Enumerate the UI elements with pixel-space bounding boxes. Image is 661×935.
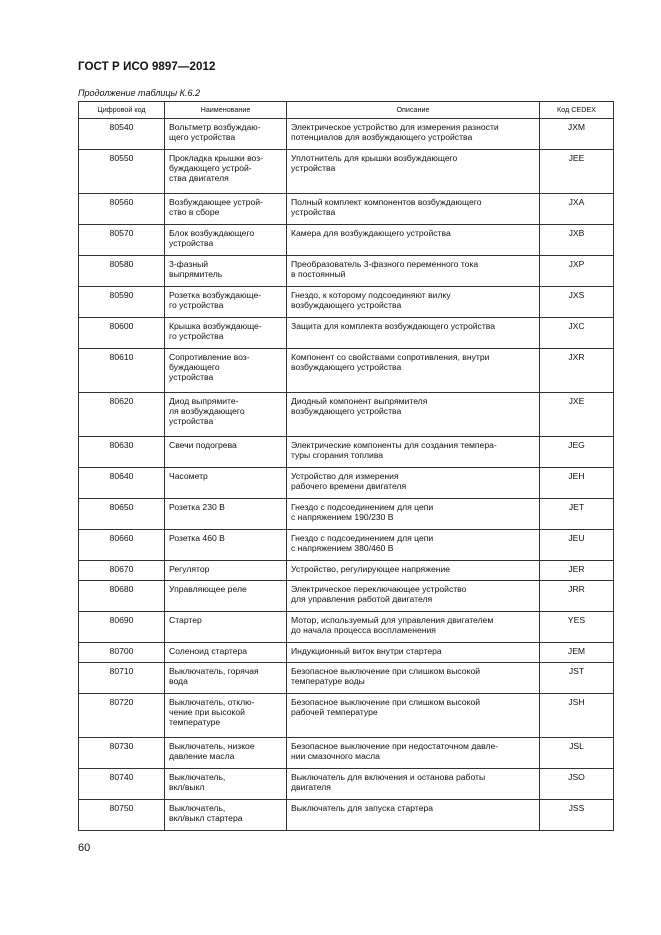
table-row (79, 468, 614, 499)
cell-cedex: JXE (540, 393, 614, 437)
cell-cedex: JSS (540, 800, 614, 831)
table-row (79, 561, 614, 581)
cell-description: Электрические компоненты для создания темпера- туры сгорания топлива (287, 437, 540, 468)
cell-cedex: JEG (540, 437, 614, 468)
cell-name: Выключатель, отклю- чение при высокой температуре (165, 694, 287, 738)
cell-cedex: JXA (540, 194, 614, 225)
table-row (79, 194, 614, 225)
cell-name: Диод выпрямите- ля возбуждающего устройства (165, 393, 287, 437)
table-row (79, 437, 614, 468)
cell-name: Стартер (165, 612, 287, 643)
cell-description: Камера для возбуждающего устройства (287, 225, 540, 256)
table-caption: Продолжение таблицы К.6.2 (78, 88, 200, 98)
cell-description: Выключатель для включения и останова работы двигателя (287, 769, 540, 800)
cell-cedex: YES (540, 612, 614, 643)
cell-code: 80620 (79, 393, 165, 437)
cell-code: 80590 (79, 287, 165, 318)
table-row (79, 694, 614, 738)
cell-description: Гнездо с подсоединением для цепи с напряжением 380/460 В (287, 530, 540, 561)
cell-code: 80650 (79, 499, 165, 530)
cell-cedex: JSO (540, 769, 614, 800)
cell-code: 80610 (79, 349, 165, 393)
document-header: ГОСТ Р ИСО 9897—2012 (78, 61, 216, 73)
cell-code: 80730 (79, 738, 165, 769)
cell-cedex: JET (540, 499, 614, 530)
table-row (79, 150, 614, 194)
cell-cedex: JEM (540, 643, 614, 663)
cell-description: Мотор, используемый для управления двигателем до начала процесса воспламенения (287, 612, 540, 643)
cell-description: Устройство для измерения рабочего времени двигателя (287, 468, 540, 499)
cell-description: Выключатель для запуска стартера (287, 800, 540, 831)
cell-cedex: JST (540, 663, 614, 694)
cell-description: Электрическое устройство для измерения разности потенциалов для возбуждающего устройства (287, 119, 540, 150)
header-cedex: Код CEDEX (540, 102, 614, 119)
table-body (79, 119, 614, 831)
table-row (79, 581, 614, 612)
table-row (79, 800, 614, 831)
cell-code: 80690 (79, 612, 165, 643)
page-number: 60 (78, 842, 91, 854)
table-row (79, 225, 614, 256)
cell-cedex: JXP (540, 256, 614, 287)
cell-description: Безопасное выключение при слишком высокой температуре воды (287, 663, 540, 694)
cell-name: Розетка 460 В (165, 530, 287, 561)
cell-name: Выключатель, вкл/выкл стартера (165, 800, 287, 831)
cell-code: 80550 (79, 150, 165, 194)
cell-name: Возбуждающее устрой- ство в сборе (165, 194, 287, 225)
cell-cedex: JSH (540, 694, 614, 738)
cell-name: Свечи подогрева (165, 437, 287, 468)
cell-code: 80660 (79, 530, 165, 561)
cell-name: Регулятор (165, 561, 287, 581)
cell-code: 80640 (79, 468, 165, 499)
cell-cedex: JRR (540, 581, 614, 612)
cell-description: Безопасное выключение при слишком высокой рабочей температуре (287, 694, 540, 738)
table-row (79, 769, 614, 800)
cell-cedex: JEH (540, 468, 614, 499)
cell-code: 80700 (79, 643, 165, 663)
cell-name: Розетка возбуждающе- го устройства (165, 287, 287, 318)
cell-cedex: JEE (540, 150, 614, 194)
cell-cedex: JXS (540, 287, 614, 318)
cell-description: Гнездо, к которому подсоединяют вилку возбуждающего устройства (287, 287, 540, 318)
header-code: Цифровой код (79, 102, 165, 119)
cell-description: Безопасное выключение при недостаточном давле- нии смазочного масла (287, 738, 540, 769)
cell-name: Прокладка крышки воз- буждающего устрой- ства двигателя (165, 150, 287, 194)
cell-name: Сопротивление воз- буждающего устройства (165, 349, 287, 393)
cell-name: Блок возбуждающего устройства (165, 225, 287, 256)
table-row (79, 663, 614, 694)
cell-cedex: JEU (540, 530, 614, 561)
cell-description: Преобразователь 3-фазного переменного тока в постоянный (287, 256, 540, 287)
cell-cedex: JXC (540, 318, 614, 349)
cell-description: Полный комплект компонентов возбуждающего устройства (287, 194, 540, 225)
cell-code: 80680 (79, 581, 165, 612)
cell-code: 80540 (79, 119, 165, 150)
table-row (79, 643, 614, 663)
table-row (79, 499, 614, 530)
cell-code: 80600 (79, 318, 165, 349)
cell-code: 80580 (79, 256, 165, 287)
cell-description: Гнездо с подсоединением для цепи с напряжением 190/230 В (287, 499, 540, 530)
cell-cedex: JSL (540, 738, 614, 769)
cell-name: Часометр (165, 468, 287, 499)
cell-code: 80710 (79, 663, 165, 694)
table-row (79, 318, 614, 349)
cell-description: Диодный компонент выпрямителя возбуждающего устройства (287, 393, 540, 437)
cell-code: 80740 (79, 769, 165, 800)
cell-cedex: JXM (540, 119, 614, 150)
cell-cedex: JXB (540, 225, 614, 256)
table-row (79, 393, 614, 437)
table-row (79, 349, 614, 393)
cell-description: Уплотнитель для крышки возбуждающего устройства (287, 150, 540, 194)
table-row (79, 119, 614, 150)
cell-name: Соленоид стартера (165, 643, 287, 663)
cell-name: Розетка 230 В (165, 499, 287, 530)
codes-table (78, 101, 614, 831)
cell-name: 3-фазный выпрямитель (165, 256, 287, 287)
table-row (79, 530, 614, 561)
cell-description: Компонент со свойствами сопротивления, внутри возбуждающего устройства (287, 349, 540, 393)
cell-code: 80560 (79, 194, 165, 225)
cell-name: Управляющее реле (165, 581, 287, 612)
table-row (79, 256, 614, 287)
cell-code: 80750 (79, 800, 165, 831)
cell-code: 80720 (79, 694, 165, 738)
cell-code: 80670 (79, 561, 165, 581)
cell-cedex: JXR (540, 349, 614, 393)
cell-description: Индукционный виток внутри стартера (287, 643, 540, 663)
cell-cedex: JER (540, 561, 614, 581)
cell-code: 80570 (79, 225, 165, 256)
table-row (79, 612, 614, 643)
header-description: Описание (287, 102, 540, 119)
cell-name: Выключатель, вкл/выкл (165, 769, 287, 800)
table-row (79, 738, 614, 769)
cell-name: Вольтметр возбуждаю- щего устройства (165, 119, 287, 150)
cell-name: Выключатель, низкое давление масла (165, 738, 287, 769)
cell-description: Электрическое переключающее устройство для управления работой двигателя (287, 581, 540, 612)
cell-code: 80630 (79, 437, 165, 468)
cell-name: Крышка возбуждающе- го устройства (165, 318, 287, 349)
cell-description: Защита для комплекта возбуждающего устройства (287, 318, 540, 349)
table-row (79, 287, 614, 318)
header-name: Наименование (165, 102, 287, 119)
cell-name: Выключатель, горячая вода (165, 663, 287, 694)
table-header-row (79, 102, 614, 119)
cell-description: Устройство, регулирующее напряжение (287, 561, 540, 581)
